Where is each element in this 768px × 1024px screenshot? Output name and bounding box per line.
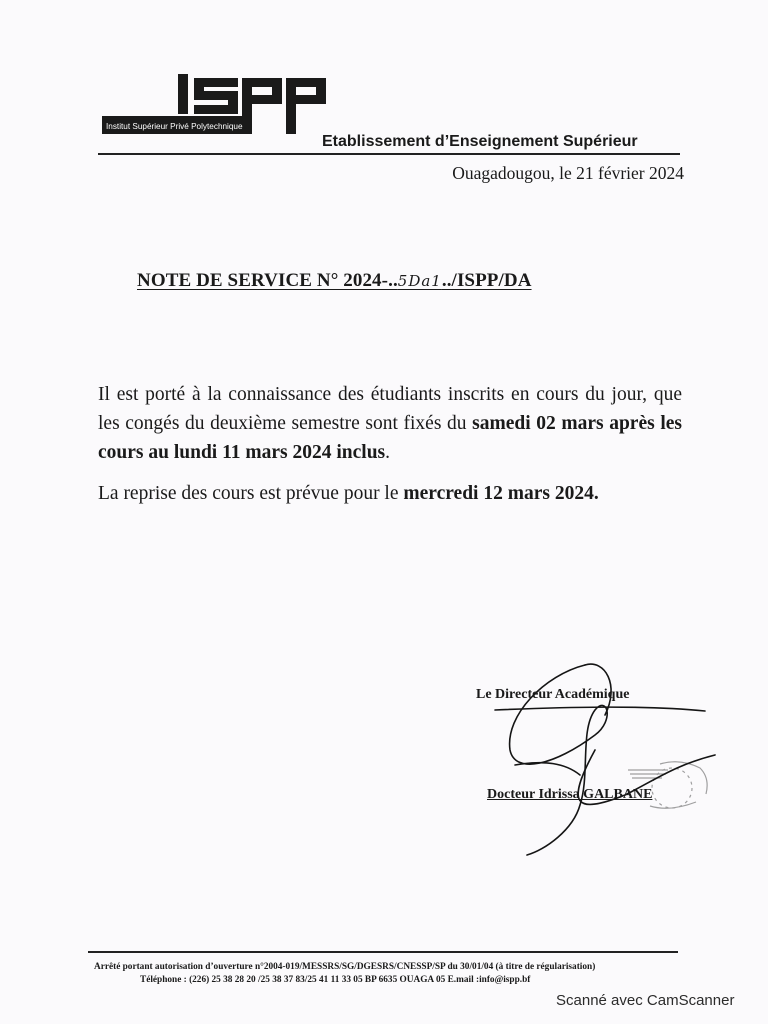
body-text: Il est porté à la connaissance des étudiants inscrits en cours du jour, que les congés du deuxième semestre sont fixés du xyxy=(98,384,682,434)
body-paragraph-2 xyxy=(98,479,682,508)
logo-subtitle: Institut Supérieur Privé Polytechnique xyxy=(106,122,243,131)
signatory-name: Docteur Idrissa GALBANE xyxy=(487,787,653,802)
header-rule xyxy=(98,153,680,155)
note-title-prefix: NOTE DE SERVICE N° 2024-.. xyxy=(137,270,398,291)
institution-type: Etablissement d’Enseignement Supérieur xyxy=(322,133,638,150)
body-paragraph-1 xyxy=(98,380,682,467)
note-title-suffix: ../ISPP/DA xyxy=(441,270,532,291)
body-text: La reprise des cours est prévue pour le xyxy=(98,483,404,504)
note-title xyxy=(137,270,532,292)
date-line: Ouagadougou, le 21 février 2024 xyxy=(452,163,684,183)
footer-authorization: Arrêté portant autorisation d’ouverture n°2004-019/MESSRS/SG/DGESRS/CNESSP/SP du 30/01/04 (à titre de régularisation) xyxy=(94,962,596,972)
resumption-date: mercredi 12 mars 2024. xyxy=(403,483,599,504)
scanner-watermark: Scanné avec CamScanner xyxy=(556,992,735,1009)
footer-contact: Téléphone : (226) 25 38 28 20 /25 38 37 83/25 41 11 33 05 BP 6635 OUAGA 05 E.mail :info@ispp.bf xyxy=(140,975,531,985)
handwritten-signature xyxy=(485,655,725,860)
signatory-title: Le Directeur Académique xyxy=(476,687,630,702)
handwritten-note-number: 5Da1 xyxy=(397,272,442,290)
footer-rule xyxy=(88,951,678,953)
ispp-logo xyxy=(100,72,330,136)
body-text: . xyxy=(385,442,391,463)
holiday-dates: samedi 02 mars après les cours au lundi 11 mars 2024 inclus xyxy=(98,413,682,463)
note-body xyxy=(98,380,682,520)
